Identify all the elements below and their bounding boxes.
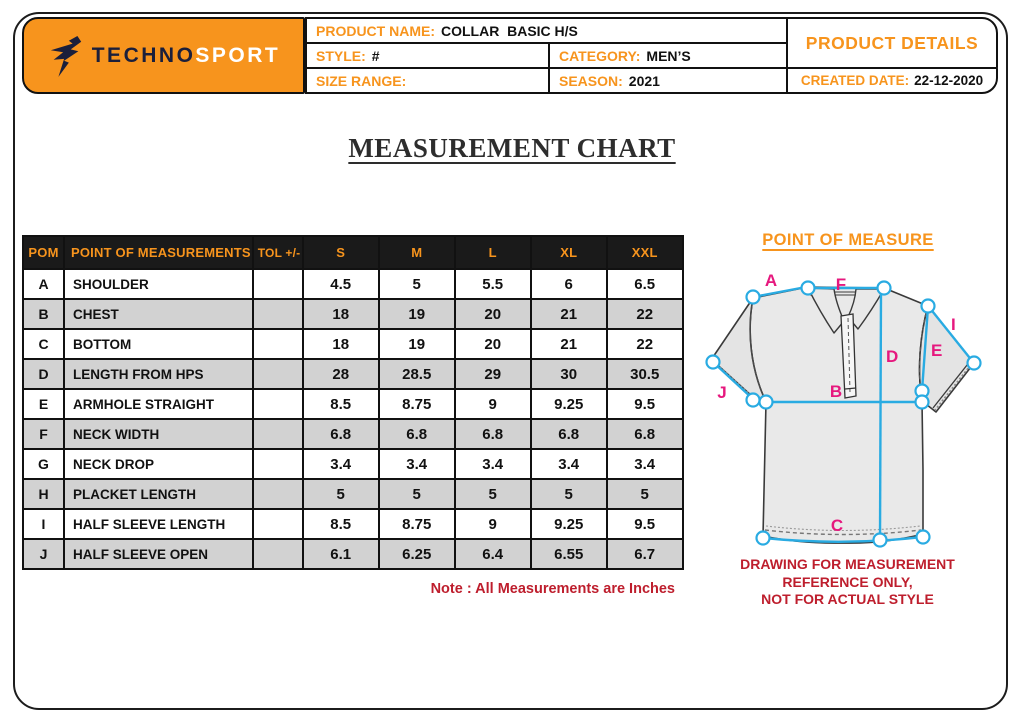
point-of-measure-title: POINT OF MEASURE [762, 231, 934, 249]
size-value-cell: 8.5 [303, 389, 379, 419]
pom-cell: E [23, 389, 64, 419]
header-row [23, 236, 683, 269]
tol-cell [253, 389, 303, 419]
column-header-m: M [379, 236, 455, 269]
size-value-cell: 3.4 [455, 449, 531, 479]
disclaimer-line-2: REFERENCE ONLY, [782, 573, 913, 590]
size-value-cell: 3.4 [531, 449, 607, 479]
size-value-cell: 22 [607, 329, 683, 359]
size-value-cell: 30.5 [607, 359, 683, 389]
measurement-name-cell: SHOULDER [64, 269, 253, 299]
measurement-table-body [23, 269, 683, 569]
measurement-name-cell: LENGTH FROM HPS [64, 359, 253, 389]
measurement-name-cell: BOTTOM [64, 329, 253, 359]
created-date-label: CREATED DATE: [800, 73, 910, 88]
product-details-cell [786, 17, 998, 69]
table-row-b [23, 299, 683, 329]
size-value-cell: 6.7 [607, 539, 683, 569]
units-note: Note : All Measurements are Inches [430, 581, 675, 597]
measurement-name-cell: HALF SLEEVE OPEN [64, 539, 253, 569]
size-value-cell: 29 [455, 359, 531, 389]
brand-wordmark [92, 44, 281, 68]
size-value-cell: 6.8 [455, 419, 531, 449]
disclaimer-line-1: DRAWING FOR MEASUREMENT [740, 556, 955, 572]
column-header-l: L [455, 236, 531, 269]
pom-cell: H [23, 479, 64, 509]
product-name-label: PRODUCT NAME: [316, 22, 435, 39]
size-value-cell: 18 [303, 329, 379, 359]
column-header-s: S [303, 236, 379, 269]
column-header-point-of-measurements: POINT OF MEASUREMENTS [64, 236, 253, 269]
table-row-d [23, 359, 683, 389]
disclaimer-line-3: NOT FOR ACTUAL STYLE [761, 591, 934, 607]
size-value-cell: 3.4 [379, 449, 455, 479]
tol-cell [253, 539, 303, 569]
size-value-cell: 28 [303, 359, 379, 389]
size-range-cell [305, 67, 550, 94]
tol-cell [253, 509, 303, 539]
size-value-cell: 9.25 [531, 509, 607, 539]
season-value: 2021 [628, 72, 660, 89]
size-value-cell: 8.5 [303, 509, 379, 539]
tol-cell [253, 479, 303, 509]
table-row-e [23, 389, 683, 419]
size-value-cell: 4.5 [303, 269, 379, 299]
category-label: CATEGORY: [559, 47, 641, 64]
size-value-cell: 22 [607, 299, 683, 329]
size-range-label: SIZE RANGE: [316, 72, 407, 89]
size-value-cell: 3.4 [607, 449, 683, 479]
tol-cell [253, 359, 303, 389]
size-value-cell: 19 [379, 299, 455, 329]
tol-cell [253, 419, 303, 449]
table-row-i [23, 509, 683, 539]
measurement-name-cell: HALF SLEEVE LENGTH [64, 509, 253, 539]
measurement-name-cell: ARMHOLE STRAIGHT [64, 389, 253, 419]
tol-cell [253, 269, 303, 299]
brand-part-techno: TECHNO [91, 43, 196, 67]
measurement-name-cell: NECK WIDTH [64, 419, 253, 449]
measurement-name-cell: PLACKET LENGTH [64, 479, 253, 509]
size-value-cell: 9 [455, 389, 531, 419]
tol-cell [253, 329, 303, 359]
size-value-cell: 5 [379, 269, 455, 299]
size-value-cell: 6.1 [303, 539, 379, 569]
size-value-cell: 9.25 [531, 389, 607, 419]
size-value-cell: 6.4 [455, 539, 531, 569]
column-header-pom: POM [23, 236, 64, 269]
tol-cell [253, 449, 303, 479]
brand-logo [22, 17, 305, 94]
table-row-a [23, 269, 683, 299]
label-C: C [830, 516, 844, 535]
measurement-name-cell: CHEST [64, 299, 253, 329]
size-value-cell: 5 [303, 479, 379, 509]
label-I: I [951, 315, 956, 334]
size-value-cell: 5.5 [455, 269, 531, 299]
tol-cell [253, 299, 303, 329]
label-F: F [835, 275, 847, 294]
pom-cell: I [23, 509, 64, 539]
label-B: B [829, 382, 843, 401]
category-value: MEN’S [646, 47, 691, 64]
measurement-table-head [23, 236, 683, 269]
size-value-cell: 6.55 [531, 539, 607, 569]
pom-cell: F [23, 419, 64, 449]
size-value-cell: 30 [531, 359, 607, 389]
table-row-f [23, 419, 683, 449]
size-value-cell: 5 [607, 479, 683, 509]
style-value: # [371, 47, 380, 64]
measurement-table [22, 235, 684, 570]
table-row-j [23, 539, 683, 569]
size-value-cell: 5 [531, 479, 607, 509]
size-value-cell: 9.5 [607, 389, 683, 419]
pom-cell: B [23, 299, 64, 329]
season-label: SEASON: [559, 72, 623, 89]
style-label: STYLE: [316, 47, 366, 64]
size-value-cell: 6 [531, 269, 607, 299]
pom-cell: G [23, 449, 64, 479]
column-header-tol: TOL +/- [253, 236, 303, 269]
size-value-cell: 9.5 [607, 509, 683, 539]
size-value-cell: 19 [379, 329, 455, 359]
size-value-cell: 20 [455, 329, 531, 359]
size-value-cell: 18 [303, 299, 379, 329]
label-D: D [886, 347, 899, 366]
size-value-cell: 6.8 [303, 419, 379, 449]
size-value-cell: 21 [531, 299, 607, 329]
size-value-cell: 21 [531, 329, 607, 359]
style-cell [305, 42, 550, 69]
created-date-cell [786, 67, 998, 94]
label-A: A [764, 271, 778, 290]
column-header-xl: XL [531, 236, 607, 269]
product-name-value: COLLAR BASIC H/S [441, 22, 578, 39]
label-J: J [717, 383, 727, 402]
size-value-cell: 6.8 [531, 419, 607, 449]
table-row-c [23, 329, 683, 359]
size-value-cell: 5 [379, 479, 455, 509]
size-value-cell: 3.4 [303, 449, 379, 479]
table-row-g [23, 449, 683, 479]
measurement-name-cell: NECK DROP [64, 449, 253, 479]
size-value-cell: 5 [455, 479, 531, 509]
created-date-value: 22-12-2020 [914, 73, 984, 88]
size-value-cell: 8.75 [379, 509, 455, 539]
table-row-h [23, 479, 683, 509]
page-title: MEASUREMENT CHART [348, 133, 676, 163]
product-name-cell [305, 17, 788, 44]
size-value-cell: 8.75 [379, 389, 455, 419]
drawing-disclaimer [715, 556, 980, 609]
pom-cell: A [23, 269, 64, 299]
size-value-cell: 6.25 [379, 539, 455, 569]
size-value-cell: 6.5 [607, 269, 683, 299]
size-value-cell: 20 [455, 299, 531, 329]
size-value-cell: 6.8 [379, 419, 455, 449]
size-value-cell: 9 [455, 509, 531, 539]
label-E: E [931, 341, 943, 360]
size-value-cell: 28.5 [379, 359, 455, 389]
season-cell [548, 67, 788, 94]
measure-line-D [880, 290, 881, 539]
brand-part-sport: SPORT [195, 43, 281, 67]
polo-shirt-diagram [690, 256, 992, 562]
bird-logo-icon [47, 33, 85, 79]
category-cell [548, 42, 788, 69]
product-details-title: PRODUCT DETAILS [805, 32, 979, 53]
size-value-cell: 6.8 [607, 419, 683, 449]
pom-cell: C [23, 329, 64, 359]
pom-cell: J [23, 539, 64, 569]
column-header-xxl: XXL [607, 236, 683, 269]
pom-cell: D [23, 359, 64, 389]
